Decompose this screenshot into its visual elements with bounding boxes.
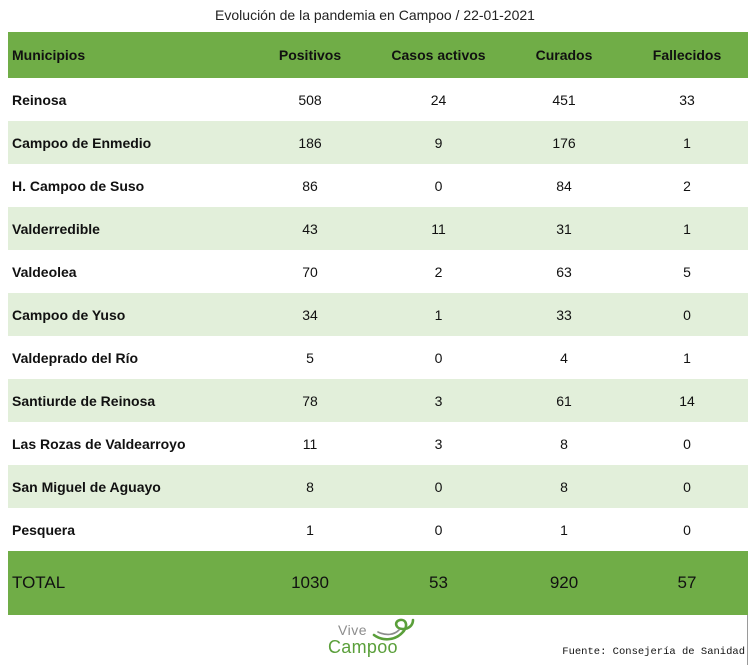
cell-curados: 8 (560, 478, 568, 495)
total-positivos: 1030 (291, 573, 329, 592)
municipio-name: H. Campoo de Suso (12, 177, 145, 194)
table-row (8, 465, 748, 508)
cell-casos-activos: 24 (430, 91, 447, 108)
cell-fallecidos: 2 (683, 177, 691, 194)
source-note: Fuente: Consejería de Sanidad (562, 646, 745, 658)
municipio-name: Pesquera (12, 521, 76, 538)
municipio-name: San Miguel de Aguayo (12, 478, 161, 495)
cell-positivos: 86 (302, 177, 318, 194)
pandemic-table (8, 32, 748, 615)
logo-text-campoo: Campoo (328, 637, 398, 657)
cell-curados: 33 (556, 306, 572, 323)
cell-positivos: 186 (298, 134, 322, 151)
cell-positivos: 11 (302, 435, 318, 452)
table-row (8, 250, 748, 293)
cell-casos-activos: 11 (431, 220, 446, 237)
cell-positivos: 508 (298, 91, 322, 108)
cell-fallecidos: 33 (679, 91, 695, 108)
cell-curados: 63 (556, 263, 572, 280)
cell-casos-activos: 0 (434, 521, 443, 538)
cell-positivos: 8 (306, 478, 314, 495)
cell-casos-activos: 1 (434, 306, 443, 323)
column-header-curados: Curados (535, 47, 593, 63)
column-header-fallecidos: Fallecidos (652, 47, 722, 63)
cell-curados: 4 (560, 349, 568, 366)
table-row (8, 379, 748, 422)
cell-fallecidos: 1 (683, 134, 691, 151)
table-title: Evolución de la pandemia en Campoo / 22-01-2021 (215, 7, 535, 23)
cell-casos-activos: 9 (434, 134, 443, 151)
column-header-casos-activos: Casos activos (391, 47, 486, 63)
cell-curados: 8 (560, 435, 568, 452)
cell-positivos: 78 (302, 392, 318, 409)
table-row (8, 121, 748, 164)
table-body (8, 78, 748, 551)
cell-fallecidos: 1 (683, 220, 691, 237)
cell-curados: 176 (552, 134, 576, 151)
total-casos-activos: 53 (429, 573, 448, 592)
total-label: TOTAL (12, 573, 66, 592)
municipio-name: Campoo de Enmedio (12, 134, 152, 151)
total-row (8, 551, 748, 615)
cell-fallecidos: 1 (683, 349, 691, 366)
table-row (8, 422, 748, 465)
cell-casos-activos: 0 (434, 478, 443, 495)
column-header-positivos: Positivos (278, 47, 342, 63)
cell-positivos: 34 (302, 306, 318, 323)
cell-positivos: 5 (306, 349, 314, 366)
table-row (8, 164, 748, 207)
municipio-name: Santiurde de Reinosa (12, 392, 156, 409)
cell-curados: 451 (552, 91, 576, 108)
vive-campoo-logo (326, 617, 418, 661)
cell-fallecidos: 0 (683, 478, 691, 495)
table-row (8, 207, 748, 250)
total-curados: 920 (549, 573, 579, 592)
municipio-name: Campoo de Yuso (12, 306, 126, 323)
municipio-name: Valdeprado del Río (12, 349, 139, 366)
cell-casos-activos: 0 (434, 349, 443, 366)
cell-casos-activos: 3 (434, 392, 443, 409)
cell-casos-activos: 2 (434, 263, 443, 280)
table-row (8, 508, 748, 551)
cell-fallecidos: 14 (679, 392, 695, 409)
cell-casos-activos: 0 (434, 177, 443, 194)
cell-fallecidos: 0 (683, 521, 691, 538)
cell-curados: 31 (556, 220, 572, 237)
municipio-name: Valderredible (12, 220, 100, 237)
header-row (8, 32, 748, 78)
municipio-name: Reinosa (12, 91, 67, 108)
cell-fallecidos: 0 (683, 435, 691, 452)
column-header-municipios: Municipios (12, 47, 86, 63)
cell-curados: 61 (556, 392, 572, 409)
cell-fallecidos: 5 (683, 263, 691, 280)
table-row (8, 293, 748, 336)
cell-positivos: 70 (302, 263, 318, 280)
cell-positivos: 1 (306, 521, 314, 538)
cell-casos-activos: 3 (434, 435, 443, 452)
logo-text-vive: Vive (338, 622, 367, 638)
logo-swirl-icon (372, 617, 416, 643)
municipio-name: Las Rozas de Valdearroyo (12, 435, 186, 452)
cell-curados: 1 (560, 521, 568, 538)
table-row (8, 78, 748, 121)
total-fallecidos: 57 (677, 573, 697, 592)
cell-fallecidos: 0 (683, 306, 691, 323)
municipio-name: Valdeolea (12, 263, 77, 280)
cell-curados: 84 (556, 177, 572, 194)
cell-positivos: 43 (302, 220, 318, 237)
table-row (8, 336, 748, 379)
